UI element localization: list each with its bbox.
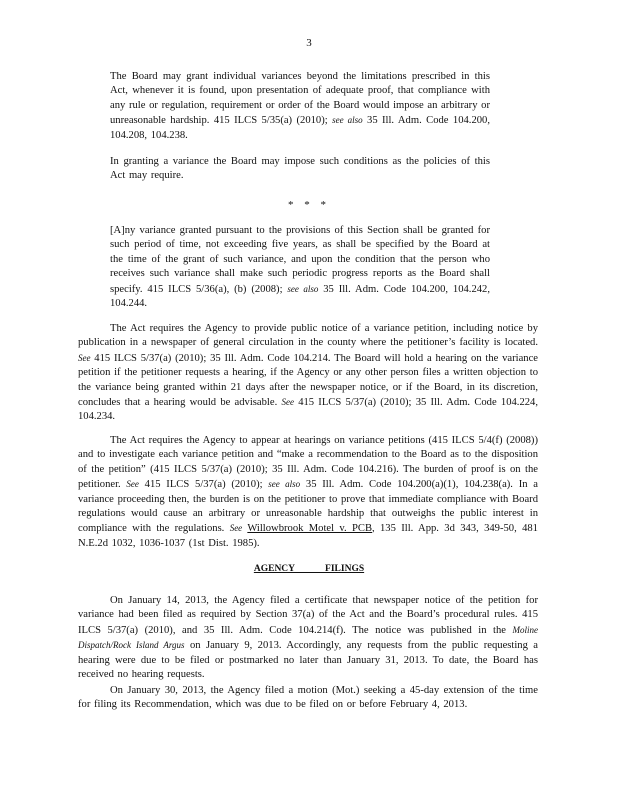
- paragraph-extension-motion: On January 30, 2013, the Agency filed a motion (Mot.) seeking a 45-day extension of the time for filing its Recommendation, which was due to be filed on or before February 4, 2013.: [78, 685, 538, 711]
- quote-text: [A]ny variance granted pursuant to the provisions of this Section shall be granted for such period of time, not exceeding five years, as shall be specified by the Board at the time of the grant of such variance, and upon the condition that the person who receives such variance shall make such periodic progress reports as the Board shall specify. 415 ILCS 5/36(a), (b) (2008);: [110, 225, 490, 295]
- paragraph-text: 35 Ill. Adm. Code 104.200(a)(1), 104.238(a). In a variance proceeding then, the burden is on the petitioner to prove that immediate compliance with Board regulations would cause an arbitrary or unreasonable hardship that outweighs the public interest in compliance with the regulations.: [78, 479, 538, 535]
- section-heading-agency-filings: AGENCY FILINGS: [253, 564, 365, 574]
- quote-text: The Board may grant individual variances beyond the limitations prescribed in this Act, whenever it is found, upon presentation of adequate proof, that compliance with any rule or regulation, requirement or order of the Board would impose an arbitrary or unreasonable hardship. 415 ILCS 5/35(a) (2010);: [110, 71, 490, 127]
- paragraph-public-notice: [78, 322, 538, 425]
- ellipsis-separator: * * *: [288, 199, 330, 211]
- signal-see-also: see also: [287, 283, 319, 294]
- signal-see: See: [126, 479, 139, 490]
- statutory-quote-variance-grant: [110, 70, 490, 143]
- paragraph-agency-duties: [78, 434, 538, 551]
- signal-see: See: [229, 523, 243, 534]
- paragraph-text: on January 9, 2013. Accordingly, any requests from the public requesting a hearing were due to be filed or postmarked no later than January 31, 2013. To date, the Board has received no hearing requests.: [78, 640, 538, 681]
- citation-text: 35 Ill. Adm. Code 104.200, 104.242, 104.244.: [110, 283, 490, 310]
- citation-text: 415 ILCS 5/37(a) (2010);: [144, 479, 263, 491]
- paragraph-text: The Act requires the Agency to appear at hearings on variance petitions (415 ILCS 5/4(f) (2008)) and to investigate each variance petition and “make a recommendation to the Board as to the disposition of the petition” (415 ILCS 5/37(a) (2010); 35 Ill. Adm. Code 104.216). The burden of proof is on the petitioner.: [78, 435, 538, 491]
- citation-text: 415 ILCS 5/37(a) (2010); 35 Ill. Adm. Code 104.224, 104.234.: [78, 397, 538, 423]
- paragraph-text: 415 ILCS 5/37(a) (2010); 35 Ill. Adm. Code 104.214. The Board will hold a hearing on the variance petition if the petitioner requests a hearing, if the Agency or any other person files a written objection to the variance being granted within 21 days after the newspaper notice, or if the Board, in its discretion, concludes that a hearing would be advisable.: [78, 352, 538, 409]
- signal-see: See: [78, 352, 91, 363]
- signal-see-also: see also: [268, 479, 301, 490]
- statutory-quote-conditions: In granting a variance the Board may impose such conditions as the policies of this Act may require.: [110, 156, 490, 182]
- case-citation: , 135 Ill. App. 3d 343, 349-50, 481 N.E.2d 1032, 1036-1037 (1st Dist. 1985).: [78, 523, 538, 549]
- citation-text: 35 Ill. Adm. Code 104.200, 104.208, 104.238.: [110, 115, 490, 141]
- newspaper-name: Moline Dispatch/Rock Island Argus: [78, 624, 538, 651]
- paragraph-text: The Act requires the Agency to provide public notice of a variance petition, including notice by publication in a newspaper of general circulation in the county where the petitioner’s facility is located.: [78, 323, 538, 349]
- page-number: 3: [306, 37, 312, 49]
- statutory-quote-duration: [110, 224, 490, 311]
- signal-see: See: [281, 397, 294, 408]
- case-name: Willowbrook Motel v. PCB: [247, 523, 373, 535]
- paragraph-text: On January 14, 2013, the Agency filed a certificate that newspaper notice of the petition for variance had been filed as required by Section 37(a) of the Act and the Board’s procedural rules. 415 ILCS 5/37(a) (2010), and 35 Ill. Adm. Code 104.214(f). The notice was published in the: [78, 595, 538, 636]
- signal-see-also: see also: [332, 115, 363, 126]
- paragraph-newspaper-notice: [78, 594, 538, 682]
